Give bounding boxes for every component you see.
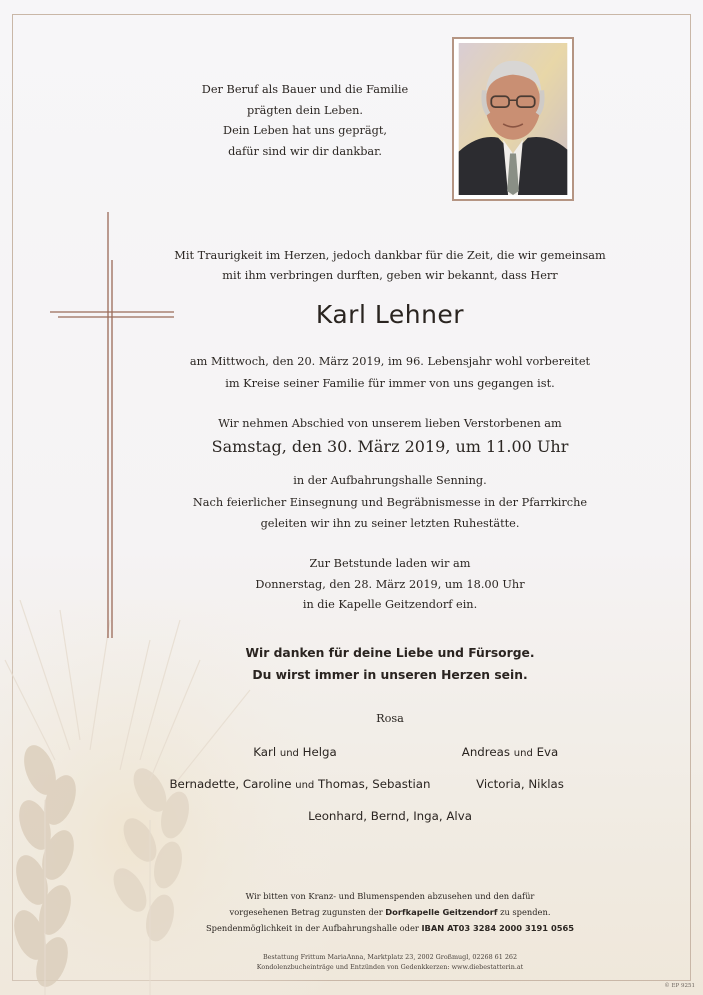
family-member: Andreas — [461, 745, 511, 759]
family-conjunction: und — [513, 748, 533, 759]
great-grandchildren: Leonhard, Bernd, Inga, Alva — [308, 809, 472, 823]
donation-text: zu spenden. — [497, 907, 551, 917]
family-conjunction: und — [279, 748, 299, 759]
intro-line: mit ihm verbringen durften, geben wir bekannt, dass Herr — [222, 269, 558, 282]
thanks-line: Wir danken für deine Liebe und Fürsorge. — [245, 646, 535, 660]
family-member: Bernadette, Caroline — [169, 777, 292, 791]
deceased-name: Karl Lehner — [315, 300, 465, 329]
print-code: © EP 9251 — [664, 983, 695, 989]
thanks-message — [160, 642, 620, 686]
family-member: Thomas, Sebastian — [318, 777, 431, 791]
venue-line: Nach feierlicher Einsegnung und Begräbnismesse in der Pfarrkirche — [192, 495, 588, 509]
family-member: Helga — [302, 745, 337, 759]
grandchildren-group-2: Victoria, Niklas — [476, 777, 564, 791]
family-spouse: Rosa — [376, 712, 404, 725]
family-member: Eva — [536, 745, 559, 759]
family-member: Karl — [253, 745, 277, 759]
funeral-datetime: Samstag, den 30. März 2019, um 11.00 Uhr — [211, 437, 569, 456]
family-pair-1 — [215, 745, 375, 759]
grandchildren-group-1 — [150, 777, 450, 791]
intro-line: Mit Traurigkeit im Herzen, jedoch dankbar für die Zeit, die wir gemeinsam — [174, 249, 606, 262]
death-line: im Kreise seiner Familie für immer von uns gegangen ist. — [225, 377, 555, 390]
family-pair-2 — [420, 745, 600, 759]
prayer-line: Donnerstag, den 28. März 2019, um 18.00 Uhr — [255, 577, 525, 591]
prayer-line: Zur Betstunde laden wir am — [309, 557, 471, 570]
donation-line: Wir bitten von Kranz- und Blumenspenden abzusehen und den dafür — [245, 891, 535, 901]
prayer-line: in die Kapelle Geitzendorf ein. — [302, 598, 478, 611]
death-line: am Mittwoch, den 20. März 2019, im 96. Lebensjahr wohl vorbereitet — [189, 355, 591, 368]
donation-iban: IBAN AT03 3284 2000 3191 0565 — [421, 923, 575, 933]
donation-line — [160, 920, 620, 936]
poem-line: Der Beruf als Bauer und die Familie — [201, 83, 409, 96]
family-conjunction: und — [295, 780, 315, 791]
cross-icon — [50, 212, 176, 642]
donation-line — [160, 904, 620, 920]
donation-text: vorgesehenen Betrag zugunsten der — [229, 907, 386, 917]
poem — [200, 80, 410, 162]
portrait-photo — [452, 37, 574, 201]
funeral-venue — [160, 470, 620, 535]
venue-line: geleiten wir ihn zu seiner letzten Ruhestätte. — [260, 517, 520, 530]
poem-line: prägten dein Leben. — [246, 103, 364, 117]
imprint-line: Kondolenzbucheinträge und Entzünden von Gedenkkerzen: www.diebestatterin.at — [256, 963, 524, 971]
portrait-image-icon — [458, 43, 568, 195]
poem-line: Dein Leben hat uns geprägt, — [223, 124, 387, 137]
thanks-line: Du wirst immer in unseren Herzen sein. — [252, 668, 528, 682]
death-notice — [160, 351, 620, 395]
imprint-line: Bestattung Frittum MariaAnna, Marktplatz 23, 2002 Großmugl, 02268 61 262 — [262, 953, 518, 961]
announcement-intro — [160, 246, 620, 286]
venue-line: in der Aufbahrungshalle Senning. — [293, 474, 487, 487]
farewell-text: Wir nehmen Abschied von unserem lieben Verstorbenen am — [218, 417, 562, 430]
donation-text: Spendenmöglichkeit in der Aufbahrungshalle oder — [205, 923, 422, 933]
funeral-home-imprint — [200, 952, 580, 972]
donation-recipient: Dorfkapelle Geitzendorf — [385, 907, 498, 917]
donation-note — [160, 888, 620, 936]
prayer-hour — [160, 554, 620, 616]
poem-line: dafür sind wir dir dankbar. — [228, 144, 382, 158]
